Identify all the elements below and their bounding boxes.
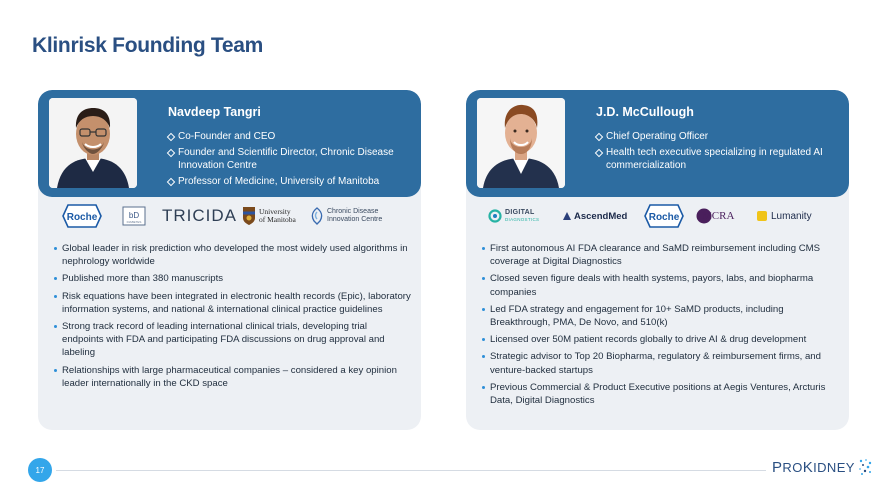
- brand-letters: RO: [782, 459, 803, 475]
- mcra-logo: [696, 204, 734, 228]
- accomplishment-item: Strong track record of leading international clinical trials, developing trial endpoints with FDA and participating FDA discussions on drug approval and labeling: [54, 320, 411, 360]
- role-item: Health tech executive specializing in regulated AI commercialization: [596, 146, 841, 173]
- roche-logo-text: Roche: [648, 212, 680, 223]
- role-item: Professor of Medicine, University of Manitoba: [168, 175, 413, 189]
- brand-letter: K: [802, 458, 814, 476]
- accomplishment-item: First autonomous AI FDA clearance and SaMD reimbursement including CMS coverage at Digital Diagnostics: [482, 242, 839, 268]
- tricida-logo: [162, 204, 237, 228]
- cdic-logo-line1: Chronic Disease: [327, 208, 379, 215]
- accomplishment-list: [54, 242, 411, 394]
- profile-name: J.D. McCullough: [596, 105, 694, 119]
- page-title: Klinrisk Founding Team: [32, 34, 264, 57]
- profile-card-tangri: [38, 90, 421, 430]
- umanitoba-logo: [242, 204, 296, 228]
- accomplishment-item: Led FDA strategy and engagement for 10+ SaMD products, including Breakthrough, PMA, De Novo, and 510(k): [482, 303, 839, 329]
- umanitoba-logo-line2: of Manitoba: [259, 215, 296, 224]
- digital-diagnostics-line1: DIGITAL: [505, 209, 535, 216]
- profile-photo-tangri: [49, 98, 137, 188]
- profile-header: [466, 90, 849, 197]
- profile-header: [38, 90, 421, 197]
- role-item: Founder and Scientific Director, Chronic Disease Innovation Centre: [168, 146, 413, 173]
- brand-letter: P: [772, 458, 783, 476]
- affiliation-logos: [466, 204, 849, 230]
- ascendmed-logo: [562, 204, 627, 228]
- bd-logo: [122, 204, 146, 228]
- mcra-logo-text: MCRA: [702, 210, 735, 222]
- role-item: Co-Founder and CEO: [168, 130, 413, 144]
- cdic-logo-line2: Innovation Centre: [327, 216, 383, 223]
- lumanity-logo: [756, 204, 812, 228]
- accomplishment-item: Licensed over 50M patient records globally to drive AI & drug development: [482, 333, 839, 346]
- prokidney-dots-icon: [857, 458, 873, 476]
- accomplishment-item: Risk equations have been integrated in electronic health records (Epic), laboratory information systems, and national & international clinical practice guidelines: [54, 290, 411, 316]
- page-number-badge: 17: [28, 458, 52, 482]
- bd-logo-text: bD: [128, 211, 140, 220]
- roche-logo-text: Roche: [66, 212, 98, 223]
- roche-logo: [62, 204, 102, 228]
- accomplishment-item: Global leader in risk prediction who developed the most widely used algorithms in nephrology worldwide: [54, 242, 411, 268]
- digital-diagnostics-line2: DIAGNOSTICS: [505, 217, 540, 222]
- roche-logo: [644, 204, 684, 228]
- profile-card-mccullough: [466, 90, 849, 430]
- ascendmed-logo-text: AscendMed: [574, 210, 628, 222]
- role-list: [168, 130, 413, 190]
- accomplishment-item: Previous Commercial & Product Executive positions at Aegis Ventures, Arcturis Data, Digital Diagnostics: [482, 381, 839, 407]
- cdic-logo: [310, 204, 382, 228]
- brand-letters: IDNEY: [813, 459, 855, 475]
- accomplishment-item: Published more than 380 manuscripts: [54, 272, 411, 285]
- accomplishment-item: Relationships with large pharmaceutical companies – considered a key opinion leader internationally in the CKD space: [54, 364, 411, 390]
- umanitoba-logo-line1: University: [259, 207, 291, 216]
- bd-logo-subtext: DIABETES: [126, 220, 142, 224]
- accomplishment-list: [482, 242, 839, 411]
- role-list: [596, 130, 841, 175]
- tricida-logo-text: TRICIDA: [162, 206, 237, 225]
- footer-divider: [56, 470, 766, 471]
- lumanity-logo-text: Lumanity: [771, 210, 812, 222]
- affiliation-logos: [38, 204, 421, 230]
- profile-photo-mccullough: [477, 98, 565, 188]
- accomplishment-item: Closed seven figure deals with health systems, payors, labs, and biopharma companies: [482, 272, 839, 298]
- prokidney-logo: [772, 458, 873, 476]
- role-item: Chief Operating Officer: [596, 130, 841, 144]
- accomplishment-item: Strategic advisor to Top 20 Biopharma, regulatory & reimbursement firms, and venture-backed startups: [482, 350, 839, 376]
- digital-diagnostics-logo: [488, 204, 539, 228]
- profile-name: Navdeep Tangri: [168, 105, 261, 119]
